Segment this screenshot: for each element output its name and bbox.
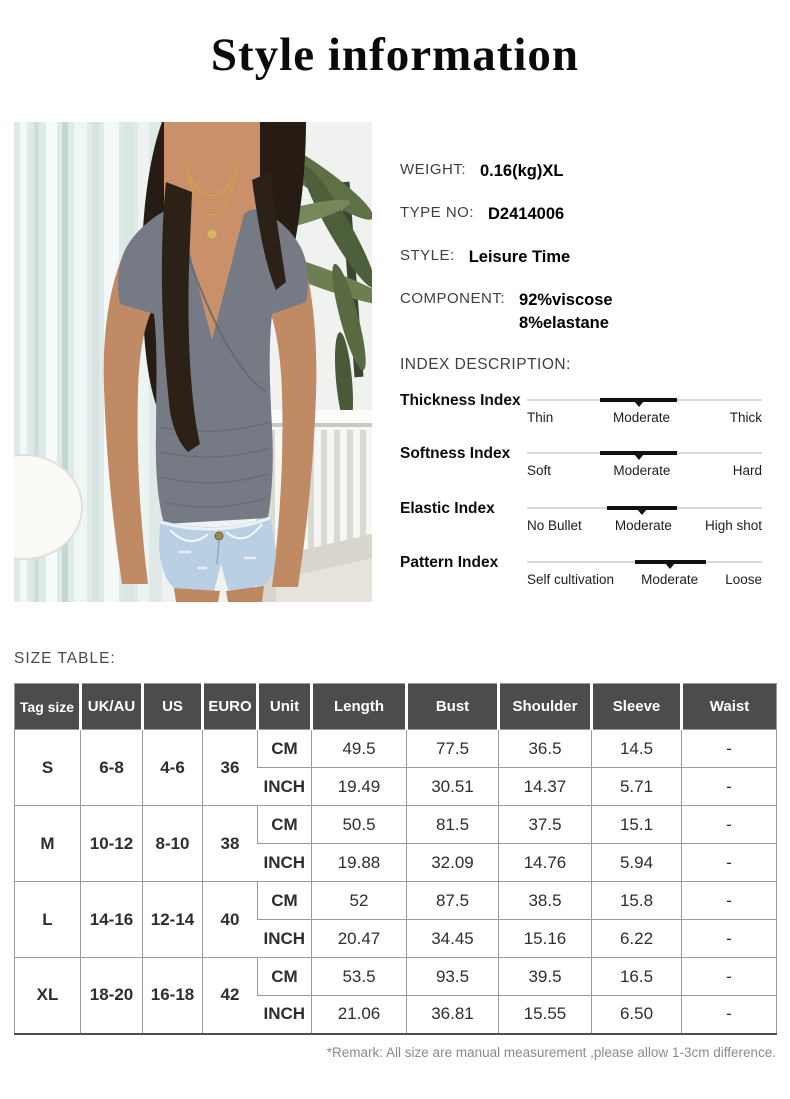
remark-note: *Remark: All size are manual measurement ,please allow 1-3cm difference.: [326, 1045, 776, 1060]
thickness-index-label: Thickness Index: [400, 392, 521, 409]
size-m-us: 8-10: [143, 806, 203, 882]
softness-index-row: [400, 443, 762, 478]
size-l-euro: 40: [203, 882, 258, 958]
s-inch-waist: -: [682, 768, 777, 806]
table-row-m-cm: [15, 806, 777, 844]
col-unit: Unit: [258, 684, 312, 730]
size-s: S: [15, 730, 81, 806]
l-cm-bust: 87.5: [407, 882, 499, 920]
elastic-option-high-shot: High shot: [704, 518, 762, 533]
size-table-header-row: [15, 684, 777, 730]
xl-inch-bust: 36.81: [407, 996, 499, 1034]
spec-style-label: STYLE:: [400, 247, 455, 264]
m-inch-sleeve: 5.94: [592, 844, 682, 882]
thickness-option-thick: Thick: [729, 410, 762, 425]
spec-type-no: [400, 203, 564, 226]
l-inch-bust: 34.45: [407, 920, 499, 958]
table-row-l-cm: [15, 882, 777, 920]
unit-inch: INCH: [258, 996, 312, 1034]
thickness-index-track: [527, 399, 762, 401]
spec-style-value: Leisure Time: [468, 248, 571, 266]
s-inch-shoulder: 14.37: [499, 768, 592, 806]
col-tag-size: Tag size: [15, 684, 81, 730]
pattern-index-selected-marker: [635, 560, 706, 564]
s-cm-bust: 77.5: [407, 730, 499, 768]
s-inch-sleeve: 5.71: [592, 768, 682, 806]
thickness-option-moderate: Moderate: [612, 410, 671, 425]
pattern-index-label: Pattern Index: [400, 554, 499, 571]
spec-weight: [400, 160, 563, 183]
spec-component-value-line1: 92%viscose: [519, 291, 613, 309]
m-cm-sleeve: 15.1: [592, 806, 682, 844]
spec-component-value-line2: 8%elastane: [519, 314, 609, 333]
size-xl-us: 16-18: [143, 958, 203, 1034]
col-shoulder: Shoulder: [499, 684, 592, 730]
thickness-option-thin: Thin: [527, 410, 554, 425]
unit-inch: INCH: [258, 844, 312, 882]
elastic-index-track: [527, 507, 762, 509]
thickness-index-selected-marker: [600, 398, 678, 402]
elastic-option-no-bullet: No Bullet: [527, 518, 582, 533]
unit-cm: CM: [258, 730, 312, 768]
s-cm-length: 49.5: [312, 730, 407, 768]
elastic-index-label: Elastic Index: [400, 500, 495, 517]
spec-style: [400, 246, 570, 269]
elastic-index-slider: [527, 498, 762, 533]
m-cm-bust: 81.5: [407, 806, 499, 844]
model-photo-illustration: [14, 122, 372, 602]
size-s-euro: 36: [203, 730, 258, 806]
thickness-index-row: [400, 390, 762, 425]
spec-weight-value: 0.16(kg)XL: [480, 162, 564, 180]
l-inch-length: 20.47: [312, 920, 407, 958]
size-l-ukau: 14-16: [81, 882, 143, 958]
size-xl-ukau: 18-20: [81, 958, 143, 1034]
thickness-index-slider: [527, 390, 762, 425]
col-euro: EURO: [203, 684, 258, 730]
s-cm-shoulder: 36.5: [499, 730, 592, 768]
spec-type-no-value: D2414006: [488, 205, 565, 223]
softness-option-hard: Hard: [732, 463, 762, 478]
size-xl: XL: [15, 958, 81, 1034]
xl-cm-bust: 93.5: [407, 958, 499, 996]
s-inch-length: 19.49: [312, 768, 407, 806]
softness-index-label: Softness Index: [400, 445, 511, 462]
size-table: [14, 683, 777, 1035]
size-l: L: [15, 882, 81, 958]
unit-inch: INCH: [258, 768, 312, 806]
unit-cm: CM: [258, 882, 312, 920]
size-s-us: 4-6: [143, 730, 203, 806]
softness-index-selected-marker: [600, 451, 678, 455]
pattern-option-loose: Loose: [725, 572, 762, 587]
spec-type-no-label: TYPE NO:: [400, 204, 475, 221]
xl-cm-length: 53.5: [312, 958, 407, 996]
pattern-index-track: [527, 561, 762, 563]
softness-index-slider: [527, 443, 762, 478]
unit-cm: CM: [258, 806, 312, 844]
xl-inch-shoulder: 15.55: [499, 996, 592, 1034]
size-s-ukau: 6-8: [81, 730, 143, 806]
col-uk-au: UK/AU: [81, 684, 143, 730]
m-inch-shoulder: 14.76: [499, 844, 592, 882]
l-cm-waist: -: [682, 882, 777, 920]
s-cm-sleeve: 14.5: [592, 730, 682, 768]
s-cm-waist: -: [682, 730, 777, 768]
softness-option-soft: Soft: [527, 463, 552, 478]
size-m-ukau: 10-12: [81, 806, 143, 882]
col-us: US: [143, 684, 203, 730]
l-cm-shoulder: 38.5: [499, 882, 592, 920]
m-cm-shoulder: 37.5: [499, 806, 592, 844]
xl-inch-sleeve: 6.50: [592, 996, 682, 1034]
m-inch-length: 19.88: [312, 844, 407, 882]
m-cm-waist: -: [682, 806, 777, 844]
col-waist: Waist: [682, 684, 777, 730]
l-inch-shoulder: 15.16: [499, 920, 592, 958]
size-table-heading: SIZE TABLE:: [14, 650, 116, 667]
pattern-index-slider: [527, 552, 762, 587]
unit-inch: INCH: [258, 920, 312, 958]
xl-inch-length: 21.06: [312, 996, 407, 1034]
elastic-option-moderate: Moderate: [614, 518, 672, 533]
xl-cm-sleeve: 16.5: [592, 958, 682, 996]
page-title: Style information: [210, 29, 580, 81]
xl-cm-shoulder: 39.5: [499, 958, 592, 996]
l-cm-sleeve: 15.8: [592, 882, 682, 920]
l-cm-length: 52: [312, 882, 407, 920]
elastic-index-row: [400, 498, 762, 533]
m-inch-waist: -: [682, 844, 777, 882]
softness-index-track: [527, 452, 762, 454]
softness-option-moderate: Moderate: [613, 463, 671, 478]
unit-cm: CM: [258, 958, 312, 996]
index-description-heading: INDEX DESCRIPTION:: [400, 356, 571, 373]
xl-inch-waist: -: [682, 996, 777, 1034]
xl-cm-waist: -: [682, 958, 777, 996]
l-inch-sleeve: 6.22: [592, 920, 682, 958]
spec-component: [400, 289, 613, 335]
m-cm-length: 50.5: [312, 806, 407, 844]
elastic-index-selected-marker: [607, 506, 678, 510]
m-inch-bust: 32.09: [407, 844, 499, 882]
s-inch-bust: 30.51: [407, 768, 499, 806]
table-row-s-cm: [15, 730, 777, 768]
size-m-euro: 38: [203, 806, 258, 882]
size-xl-euro: 42: [203, 958, 258, 1034]
pattern-index-row: [400, 552, 762, 587]
size-l-us: 12-14: [143, 882, 203, 958]
spec-component-label: COMPONENT:: [400, 290, 506, 307]
spec-weight-label: WEIGHT:: [400, 161, 466, 178]
pattern-option-moderate: Moderate: [641, 572, 699, 587]
l-inch-waist: -: [682, 920, 777, 958]
col-length: Length: [312, 684, 407, 730]
spec-component-value: [519, 289, 613, 335]
col-bust: Bust: [407, 684, 499, 730]
col-sleeve: Sleeve: [592, 684, 682, 730]
size-m: M: [15, 806, 81, 882]
pattern-option-self-cultivation: Self cultivation: [527, 572, 615, 587]
product-photo: [14, 122, 372, 602]
table-row-xl-cm: [15, 958, 777, 996]
